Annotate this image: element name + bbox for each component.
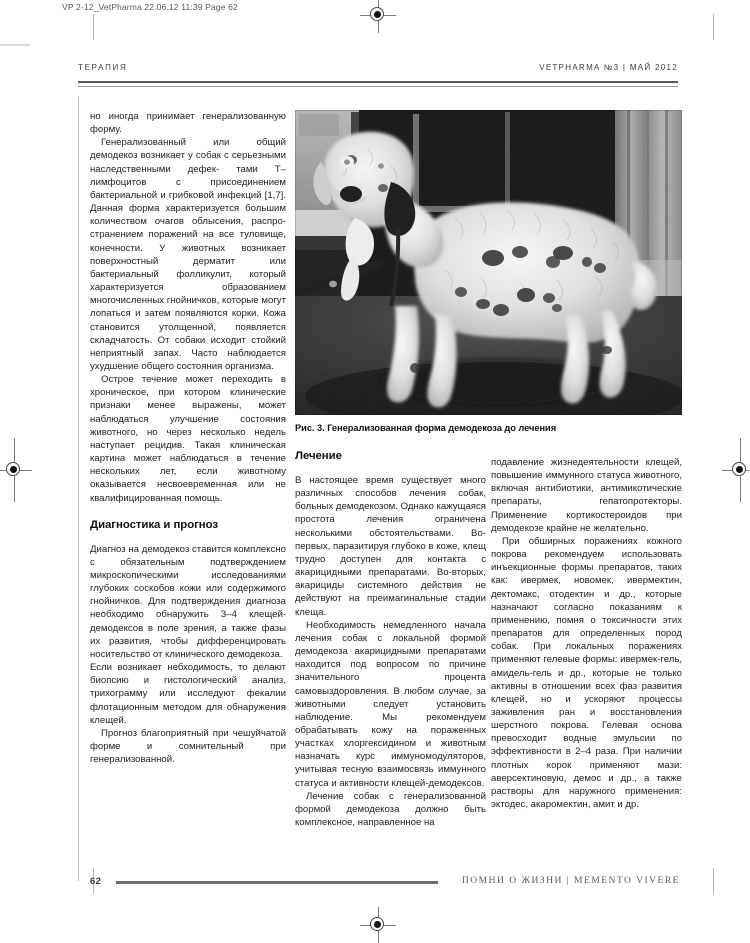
masthead-issue-label: VETPHARMA №3 | МАЙ 2012	[539, 63, 678, 72]
body-paragraph: Необходимость немедленного начала лечения собак с локальной формой демодекоза акарицидными препаратами находится под вопросом по причине значительного процента самовыздоровления. В любом случае, за животными следует установить наблюдение. Мы рекомендуем обрабатывать кожу на пораженных участках хлоргексидином и животным назначать курс иммуномодуляторов, учитывая тесную взаимосвязь иммунного статуса и активности клещей-демодексов.	[295, 619, 486, 789]
trim-mark-top-left	[93, 14, 94, 40]
column-gutter-rule	[78, 97, 79, 881]
block-spacer	[90, 505, 286, 518]
masthead-rule-thick	[78, 81, 678, 83]
page-masthead	[78, 63, 678, 72]
body-paragraph: но иногда принимает генерализованную форму.	[90, 111, 286, 136]
section-heading: Лечение	[295, 450, 342, 462]
body-paragraph: Острое течение может переходить в хроническое, при котором клинические признаки менее выражены, может наблюдаться улучшение состояния животного, но через несколько недель наступает рецидив. Такая клиническая картина может наблюдаться в течение нескольких лет, если животному оказывается несвоевременная или не квалифицированная помощь.	[90, 374, 286, 504]
registration-mark-bottom	[360, 907, 396, 943]
figure-3	[295, 110, 682, 434]
text-column-middle	[295, 449, 486, 829]
body-paragraph: При обширных поражениях кожного покрова рекомендуем использовать инъекционные формы препаратов, таких как: ивермек, новомек, ивермектин, дектомакс, отодектин и др., которые назначают согласно показаниям к применению, помня о токсичности этих препаратов для определенных пород собак. При локальных поражениях применяют гелевые формы: ивермек-гель, амидель-гель и др., которые не только активны в отношении всех фаз развития клещей, но и ускоряют процессы заживления ран и восстановления шерстного покрова. Гелевая основа превосходит водные эмульсии по эффективности в 2–4 раза. При наличии плотных корок применяют мази: аверсектиновую, демос и др., а также растворы для наружного применения: эктодес, акаромектин, амит и др.	[491, 535, 682, 811]
footer-page-number: 62	[90, 876, 102, 887]
masthead-rule-thin	[78, 86, 678, 87]
footer-rule	[116, 881, 438, 884]
text-column-right	[491, 456, 682, 811]
body-paragraph: В настоящее время существует много различных способов лечения собак, больных демодекозом. Однако кажущаяся простота лечения ограничена несколькими обстоятельствами. Во-первых, паразитируя глубоко в коже, клещ трудно доступен для контакта с акарицидными препаратами. Во-вторых, акарициды системного действия не действуют на преимагинальные стадии клеща.	[295, 475, 486, 618]
figure-caption: Рис. 3. Генерализованная форма демодекоза до лечения	[295, 423, 557, 433]
registration-mark-top	[360, 0, 396, 33]
body-paragraph: Если возникает небходимость, то делают биопсию и гистологический анализ, трихограмму или исследуют фекалии флотационным методом для обнаружения клещей.	[90, 662, 286, 726]
body-paragraph: Прогноз благоприятный при чешуйчатой форме и сомнительный при генерализованной.	[90, 727, 286, 766]
registration-mark-left	[0, 452, 32, 488]
body-paragraph: Диагноз на демодекоз ставится комплексно с обязательным подтверждением микроскопическими исследованиями глубоких соскобов кожи или содержимого гнойничков. Для подтверждения диагноза необходимо обнаружить 3–4 клещей-демодексов в поле зрения, а также фазы их развития, чтобы дифференцировать носительство от клинического демодекоза.	[90, 543, 286, 660]
body-paragraph: Генерализованный или общий демодекоз возникает у собак с серьезными наследственными дефек- тами Т–лимфоцитов с присоединением бактериальной и грибковой инфекций [1,7]. Данная форма характеризуется большим количеством очагов облысения, распро- странением поражений на все туловище, конечности. У животных возникает поверхностный дерматит или бактериальный фолликулит, который характеризуется образованием многочисленных гнойничков, которые могут лопаться и затем появляются корки. Кожа становится утолщенной, появляется складчатость. От собаки исходит стойкий неприятный запах. Часто наблюдается ухудшение общего состояния организма.	[90, 137, 286, 372]
figure-photo-dog-demodicosis	[295, 110, 682, 415]
trim-mark-top-right	[713, 14, 714, 40]
registration-mark-right	[722, 452, 750, 488]
body-paragraph: Лечение собак с генерализованной формой демодекоза должно быть комплексное, направленное на	[295, 790, 486, 829]
text-column-left	[90, 110, 286, 766]
footer-motto: ПОМНИ О ЖИЗНИ | MEMENTO VIVERE	[461, 875, 680, 886]
masthead-section-label: ТЕРАПИЯ	[78, 63, 128, 72]
block-spacer	[295, 463, 486, 474]
prepress-slug: VP 2-12_VetPharma 22.06.12 11:39 Page 62	[62, 2, 238, 12]
trim-mark-corner	[0, 44, 30, 46]
trim-mark-bottom-right	[713, 868, 714, 894]
body-paragraph: подавление жизнедеятельности клещей, повышение иммунного статуса животного, включая антибиотики, антимикотические препараты, гепатопротекторы. Применение кортикостероидов при демодекозе крайне не желательно.	[491, 457, 682, 534]
section-heading: Диагностика и прогноз	[90, 518, 219, 531]
block-spacer	[90, 532, 286, 543]
